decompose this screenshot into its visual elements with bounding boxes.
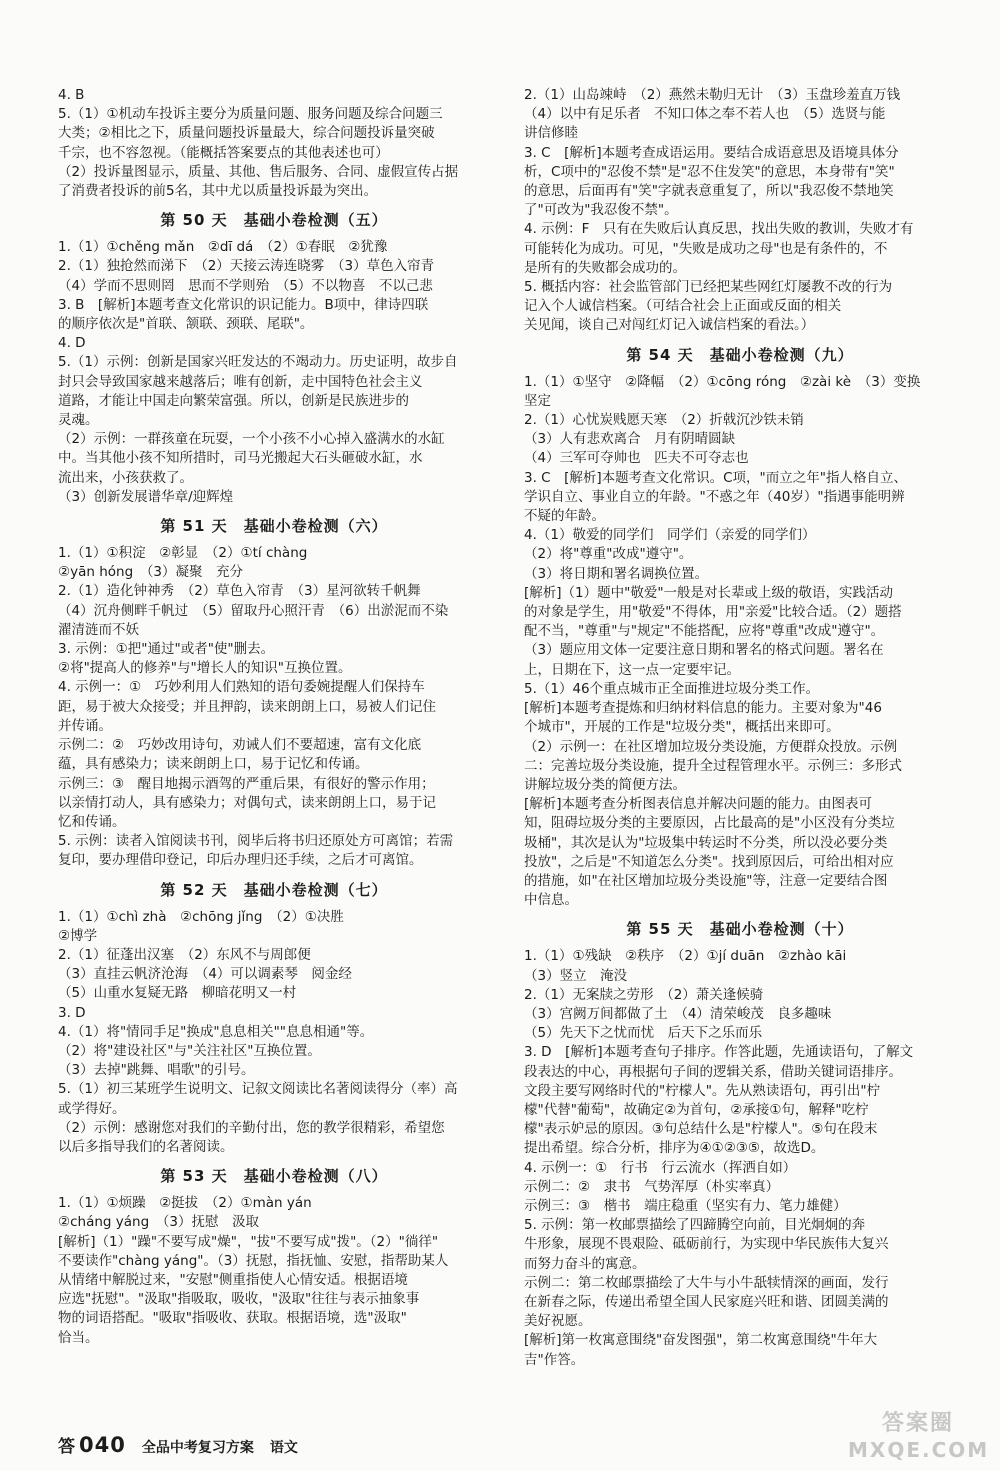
answer-line: 2.（1）征蓬出汉塞 （2）东风不与周郎便 — [58, 946, 311, 963]
answer-line: 文段主要写网络时代的"柠檬人"。先从熟读语句，再引出"柠 — [524, 1082, 881, 1099]
answer-line: 5.（1）①机动车投诉主要分为质量问题、服务问题及综合问题三 — [58, 106, 443, 123]
answer-line: 示例三：③ 醒目地揭示酒驾的严重后果，有很好的警示作用； — [58, 775, 435, 792]
answer-line: （4）以中有足乐者 不知口体之奉不若人也 （5）选贤与能 — [524, 106, 886, 123]
answer-line: 2.（1）造化钟神秀 （2）草色入帘青 （3）星河欲转千帆舞 — [58, 583, 421, 600]
answer-line: 1.（1）①chì zhà ②chōng jǐng （2）①决胜 — [58, 908, 344, 925]
answer-line: 的措施，如"在社区增加垃圾分类设施"等，注意一定要结合图 — [524, 872, 888, 889]
answer-line: 距，易于被大众接受；并且押韵，读来朗朗上口，易被人们记住 — [58, 698, 436, 715]
answer-line: 3. D — [58, 1004, 86, 1021]
answer-line: 2.（1）心忧炭贱愿天寒 （2）折戟沉沙铁未销 — [524, 412, 804, 429]
answer-line: 4. 示例一：① 巧妙利用人们熟知的语句委婉提醒人们保持车 — [58, 679, 425, 696]
answer-line: （2）示例一：在社区增加垃圾分类设施，方便群众投放。示例 — [524, 738, 898, 755]
page-number: 040 — [79, 1433, 126, 1457]
answer-line: 示例二：② 巧妙改用诗句，劝诫人们不要超速，富有文化底 — [58, 737, 422, 754]
answer-line: 从情绪中解脱过来，"安慰"侧重指使人心情安适。根据语境 — [58, 1271, 408, 1288]
answer-line: 道路，才能让中国走向繁荣富强。所以，创新是民族进步的 — [58, 392, 409, 409]
answer-line: （4）沉舟侧畔千帆过 （5）留取丹心照汗青 （6）出淤泥而不染 — [58, 602, 449, 619]
answer-line: 中信息。 — [524, 892, 578, 909]
answer-line: 灵魂。 — [58, 412, 99, 429]
answer-line: [解析]本题考查分析图表信息并解决问题的能力。由图表可 — [524, 796, 873, 813]
answer-line: 配不当，"尊重"与"规定"不能搭配，应将"尊重"改成"遵守"。 — [524, 623, 885, 640]
answer-line: 封只会导致国家越来越落后；唯有创新，走中国特色社会主义 — [58, 373, 423, 390]
section-title: 第 54 天 基础小卷检测（九） — [626, 345, 854, 364]
answer-line: 1.（1）①坚守 ②降幅 （2）①cōng róng ②zài kè （3）变换 — [524, 373, 921, 390]
answer-line: 可能转化为成功。可见，"失败是成功之母"也是有条件的，不 — [524, 240, 888, 257]
answer-line: 檬"代替"葡萄"，故确定②为首句，②承接①句，解释"吃柠 — [524, 1101, 869, 1118]
answer-line: 流出来，小孩获救了。 — [58, 469, 193, 486]
answer-line: 4. B — [58, 87, 85, 103]
answer-line: 了"可改为"我忍俊不禁"。 — [524, 202, 678, 219]
answer-line: 4. D — [58, 335, 86, 352]
answer-line: 蕴，具有感染力；读来朗朗上口，易于记忆和传诵。 — [58, 756, 369, 773]
answer-line: 2.（1）独抢然而涕下 （2）天接云涛连晓雾 （3）草色入帘青 — [58, 258, 435, 275]
answer-line: （3）创新发展谱华章/迎辉煌 — [58, 488, 234, 505]
answer-line: 段表达的中心，再根据句子间的逻辑关系，借助关键词语排序。 — [524, 1063, 902, 1080]
answer-line: 的对象是学生，用"敬爱"不得体，用"亲爱"比较合适。（2）题搭 — [524, 604, 902, 621]
section-title: 第 51 天 基础小卷检测（六） — [160, 517, 388, 536]
answer-line: 5. 概括内容：社会监管部门已经把某些网红灯屡教不改的行为 — [524, 279, 893, 296]
answer-line: （4）学而不思则罔 思而不学则殆 （5）不以物喜 不以己悲 — [58, 277, 433, 294]
answer-line: 千宗，也不容忽视。（能概括答案要点的其他表述也可） — [58, 144, 389, 161]
answer-line: （2）投诉量图显示，质量、其他、售后服务、合同、虚假宣传占据 — [58, 163, 459, 180]
answer-line: （3）将日期和署名调换位置。 — [524, 565, 709, 582]
answer-line: 5.（1）示例：创新是国家兴旺发达的不竭动力。历史证明，故步自 — [58, 354, 458, 371]
page-footer — [58, 1432, 298, 1460]
answer-line: 不疑的年龄。 — [524, 508, 605, 525]
answer-line: 以亲情打动人，具有感染力；对偶句式，读来朗朗上口，易于记 — [58, 794, 436, 811]
footer-answer-prefix: 答 — [58, 1437, 75, 1457]
answer-line: 3. C [解析]本题考查成语运用。要结合成语意思及语境具体分 — [524, 144, 899, 161]
answer-line: 1.（1）①chěng mǎn ②dī dá （2）①春眠 ②犹豫 — [58, 239, 388, 256]
answer-line: [解析]（1）"躁"不要写成"燥"，"拔"不要写成"拨"。（2）"徜徉" — [58, 1233, 439, 1250]
answer-line: 5. 示例：第一枚邮票描绘了四蹄腾空向前，目光炯炯的奔 — [524, 1217, 866, 1234]
answer-line: 应选"抚慰"。"汲取"指吸取，吸收，"汲取"往往与表示抽象事 — [58, 1291, 420, 1308]
answer-line: 5. 示例：读者入馆阅读书刊，阅毕后将书归还原处方可离馆；若需 — [58, 833, 454, 850]
answer-line: 2.（1）无案牍之劳形 （2）萧关逢候骑 — [524, 986, 764, 1003]
answer-line: 坚定 — [524, 392, 551, 409]
answer-line: 4. 示例一：① 行书 行云流水（挥洒自如） — [524, 1159, 797, 1176]
answer-line: 吉"作答。 — [524, 1351, 585, 1368]
answer-line: （3）直挂云帆济沧海 （4）可以调素琴 阅金经 — [58, 966, 352, 983]
answer-line: 了消费者投诉的前5名，其中尤以质量投诉最为突出。 — [58, 183, 378, 200]
answer-line: 投放"，之后是"不知道怎么分类"。找到原因后，可给出相对应 — [524, 853, 894, 870]
answer-line: 记入个人诚信档案。（可结合社会上正面或反面的相关 — [524, 298, 842, 315]
answer-line: 1.（1）①烦躁 ②挺拔 （2）①màn yán — [58, 1195, 312, 1212]
answer-line: 关见闻，谈自己对闯红灯记入诚信档案的看法。） — [524, 317, 815, 334]
answer-line: 檬"表示妒忌的原因。③句总结什么是"柠檬人"。⑤句在段末 — [524, 1121, 878, 1138]
answer-line: 知，阻碍垃圾分类的主要原因，占比最高的是"小区没有分类垃 — [524, 815, 895, 832]
section-title: 第 50 天 基础小卷检测（五） — [160, 211, 388, 230]
watermark-logo-text: 答案圈 — [881, 1411, 954, 1436]
answer-line: 示例二：② 隶书 气势浑厚（朴实率真） — [524, 1178, 780, 1195]
book-title: 全品中考复习方案 — [141, 1440, 254, 1456]
answer-line: 的意思，后面再有"笑"字就表意重复了，所以"我忍俊不禁地笑 — [524, 183, 894, 200]
answer-line: 恰当。 — [58, 1329, 99, 1346]
answer-line: 析，C项中的"忍俊不禁"是"忍不住发笑"的意思，本身带有"笑" — [524, 163, 895, 180]
answer-line: 二：完善垃圾分类设施，提升全过程管理水平。示例三：多形式 — [524, 757, 902, 774]
answer-line: 并传诵。 — [58, 717, 112, 734]
answer-line: 讲解垃圾分类的简便方法。 — [524, 776, 686, 793]
answer-line: 美好祝愿。 — [524, 1313, 592, 1330]
answer-line: 2.（1）山岛竦峙 （2）燕然未勒归无计 （3）玉盘珍羞直万钱 — [524, 87, 901, 103]
answer-line: 圾桶"，其次是认为"垃圾集中转运时不分类，所以没必要分类 — [524, 834, 888, 851]
answer-line: 3. B [解析]本题考查文化常识的识记能力。B项中，律诗四联 — [58, 296, 429, 313]
answer-line: 学识自立、事业自立的年龄。"不惑之年（40岁）"指遇事能明辨 — [524, 488, 905, 505]
answer-line: 3. D [解析]本题考查句子排序。作答此题，先通读语句，了解文 — [524, 1044, 914, 1061]
answer-line: （2）示例：一群孩童在玩耍，一个小孩不小心掉入盛满水的水缸 — [58, 431, 445, 448]
answer-line: 上，日期在下，这一点一定要牢记。 — [524, 661, 740, 678]
answer-line: 3. C [解析]本题考查文化常识。C项，"而立之年"指人格自立、 — [524, 469, 907, 486]
answer-line: 忆和传诵。 — [58, 813, 126, 830]
answer-line: 个城市"，开展的工作是"垃圾分类"，概括出来即可。 — [524, 719, 840, 736]
watermark-url: MXQE.COM — [848, 1438, 990, 1462]
answer-line: 复印，要办理借印登记，印后办理归还手续，之后才可离馆。 — [58, 852, 423, 869]
answer-line: 4.（1）敬爱的同学们 同学们（亲爱的同学们） — [524, 527, 816, 544]
answer-line: （3）人有悲欢离合 月有阴晴圆缺 — [524, 431, 736, 448]
answer-line: （3）题应用文体一定要注意日期和署名的格式问题。署名在 — [524, 642, 884, 659]
answer-line: 5.（1）初三某班学生说明文、记叙文阅读比名著阅读得分（率）高 — [58, 1081, 458, 1098]
answer-line: 5.（1）46个重点城市正全面推进垃圾分类工作。 — [524, 680, 820, 697]
left-column — [58, 86, 490, 1348]
answer-line: ②将"提高人的修养"与"增长人的知识"互换位置。 — [58, 660, 352, 677]
answer-line: （3）去掉"跳舞、唱歌"的引号。 — [58, 1062, 255, 1079]
right-column — [524, 86, 956, 1370]
answer-line: [解析]（1）题中"敬爱"一般是对长辈或上级的敬语，实践活动 — [524, 584, 894, 601]
answer-line: 或学得好。 — [58, 1100, 126, 1117]
answer-line: 在新春之际，传递出希望全国人民家庭兴旺和谐、团圆美满的 — [524, 1293, 889, 1310]
answer-line: 中。当其他小孩不知所措时，司马光搬起大石头砸破水缸，水 — [58, 450, 423, 467]
answer-line: 示例三：③ 楷书 端庄稳重（坚实有力、笔力雄健） — [524, 1197, 847, 1214]
answer-line: （2）将"建设社区"与"关注社区"互换位置。 — [58, 1042, 321, 1059]
answer-line: 而努力奋斗的寓意。 — [524, 1255, 646, 1272]
answer-line: 濯清涟而不妖 — [58, 621, 139, 638]
answer-line: （3）竖立 淹没 — [524, 967, 628, 984]
answer-line: ②cháng yáng （3）抚慰 汲取 — [58, 1214, 259, 1231]
answer-line: （2）将"尊重"改成"遵守"。 — [524, 546, 693, 563]
answer-line: 物的词语搭配。"吸取"指吸收、获取。根据语境，选"汲取" — [58, 1310, 407, 1327]
answer-line: （5）山重水复疑无路 柳暗花明又一村 — [58, 985, 297, 1002]
answer-line: 不要读作"chàng yáng"。（3）抚慰，指抚恤、安慰，指帮助某人 — [58, 1252, 449, 1269]
answer-line: 大类；②相比之下，质量问题投诉量最大，综合问题投诉量突破 — [58, 125, 435, 142]
answer-line: 牛形象，展现不畏艰险、砥砺前行，为实现中华民族伟大复兴 — [524, 1236, 889, 1253]
site-watermark — [848, 1410, 988, 1468]
answer-line: ②yān hóng （3）凝聚 充分 — [58, 564, 243, 581]
answer-line: 4. 示例：F 只有在失败后认真反思，找出失败的教训，失败才有 — [524, 221, 914, 238]
answer-line: [解析]第一枚寓意围绕"奋发图强"，第二枚寓意围绕"牛年大 — [524, 1332, 878, 1349]
answer-line: （3）宫阙万间都做了土 （4）清荣峻茂 良多趣味 — [524, 1005, 832, 1022]
section-title: 第 52 天 基础小卷检测（七） — [160, 880, 388, 899]
answer-line: 的顺序依次是"首联、颔联、颈联、尾联"。 — [58, 316, 314, 333]
answer-line: 讲信修睦 — [524, 125, 578, 142]
answer-line: 4.（1）将"情同手足"换成"息息相关""息息相通"等。 — [58, 1023, 374, 1040]
answer-line: （2）示例：感谢您对我们的辛勤付出，您的教学很精彩，希望您 — [58, 1119, 445, 1136]
section-title: 第 55 天 基础小卷检测（十） — [626, 920, 854, 939]
answer-line: 3. 示例：①把"通过"或者"使"删去。 — [58, 641, 275, 658]
answer-line: 示例二：第二枚邮票描绘了大牛与小牛舐犊情深的画面，发行 — [524, 1274, 889, 1291]
answer-line: 1.（1）①积淀 ②彰显 （2）①tí chàng — [58, 545, 308, 562]
answer-line: 是所有的失败都会成功的。 — [524, 259, 686, 276]
subject-label: 语文 — [269, 1440, 298, 1456]
answer-line: （5）先天下之忧而忧 后天下之乐而乐 — [524, 1025, 763, 1042]
answer-line: （4）三军可夺帅也 匹夫不可夺志也 — [524, 450, 749, 467]
answer-line: 以后多指导我们的名著阅读。 — [58, 1138, 234, 1155]
answer-line: ②博学 — [58, 927, 98, 944]
answer-line: 提出希望。综合分析，排序为④①②③⑤，故选D。 — [524, 1140, 825, 1157]
answer-line: 1.（1）①残缺 ②秩序 （2）①jí duān ②zhào kāi — [524, 948, 847, 965]
answer-line: [解析]本题考查提炼和归纳材料信息的能力。主要对象为"46 — [524, 700, 882, 717]
section-title: 第 53 天 基础小卷检测（八） — [160, 1167, 388, 1186]
